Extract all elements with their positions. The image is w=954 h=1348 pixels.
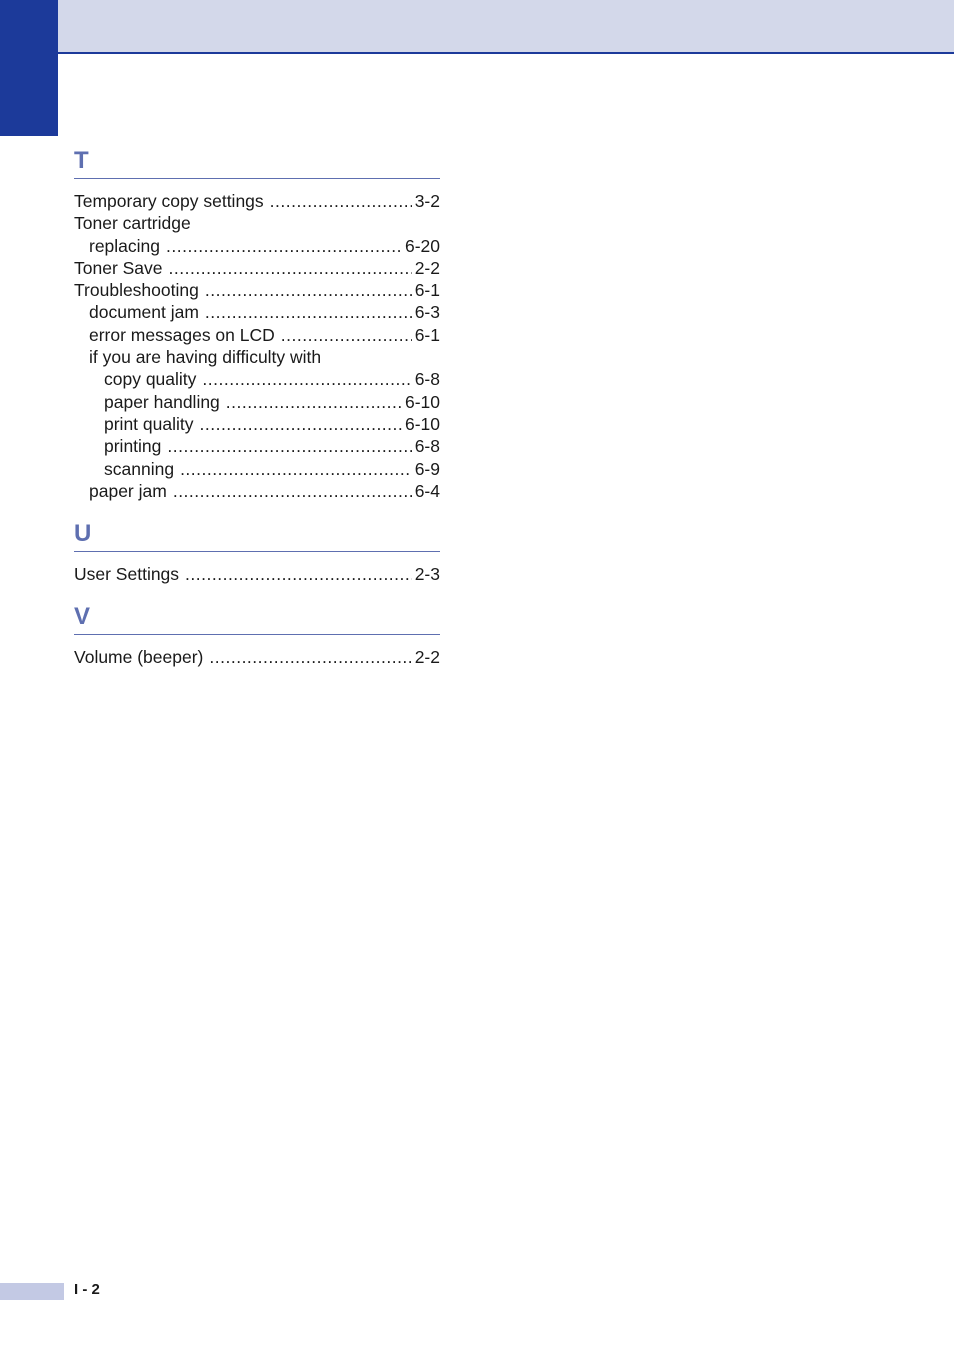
dot-leader: [281, 324, 412, 346]
entry-label: scanning: [104, 458, 175, 479]
dot-leader: [200, 413, 402, 435]
index-entry: [74, 324, 440, 346]
section-letter: T: [74, 143, 440, 179]
dot-leader: [169, 257, 412, 279]
index-column: [74, 143, 440, 683]
entry-label: paper handling: [104, 391, 220, 412]
entry-label: copy quality: [104, 369, 197, 390]
entry-label: Volume (beeper): [74, 647, 204, 668]
index-entry: [74, 368, 440, 390]
entry-label: replacing: [89, 235, 161, 256]
section-letter: V: [74, 599, 440, 635]
dot-leader: [185, 563, 412, 585]
entry-page-ref: 3-2: [414, 191, 440, 211]
dot-leader: [202, 368, 411, 390]
entry-page-ref: 2-2: [414, 647, 440, 668]
entry-page-ref: 6-1: [414, 324, 440, 345]
corner-color-block: [0, 0, 58, 136]
index-entry: [74, 435, 440, 457]
index-entry: [74, 235, 440, 257]
entry-label: if you are having difficulty with: [89, 347, 322, 368]
entry-label: print quality: [104, 413, 194, 434]
index-section-v: [74, 599, 440, 668]
entry-page-ref: 6-10: [404, 413, 440, 434]
entry-page-ref: 6-20: [404, 235, 440, 256]
dot-leader: [180, 458, 412, 480]
entry-page-ref: 6-8: [414, 369, 440, 390]
page-number: I - 2: [74, 1281, 100, 1298]
entry-label: error messages on LCD: [89, 324, 275, 345]
index-section-u: [74, 516, 440, 585]
entry-label: Toner cartridge: [74, 213, 191, 234]
dot-leader: [205, 279, 412, 301]
index-entry: [74, 413, 440, 435]
entry-label: Toner Save: [74, 257, 163, 278]
header-band: [58, 0, 954, 54]
index-entry: [74, 563, 440, 585]
index-entry: [74, 458, 440, 480]
dot-leader: [270, 190, 412, 212]
index-entry: [74, 646, 440, 668]
dot-leader: [166, 235, 402, 257]
entry-page-ref: 6-3: [414, 302, 440, 323]
dot-leader: [209, 646, 411, 668]
index-section-t: [74, 143, 440, 502]
entry-label: paper jam: [89, 480, 167, 501]
footer-bar: [0, 1283, 64, 1300]
entry-page-ref: 6-1: [414, 280, 440, 301]
section-letter: U: [74, 516, 440, 552]
index-entry: [74, 190, 440, 212]
entry-page-ref: 6-8: [414, 436, 440, 457]
index-entry: [74, 301, 440, 323]
index-entry: [74, 257, 440, 279]
index-entry: [74, 480, 440, 502]
index-entry: [74, 391, 440, 413]
dot-leader: [173, 480, 412, 502]
index-entry: [74, 279, 440, 301]
index-entry: [74, 212, 440, 234]
entry-page-ref: 6-4: [414, 480, 440, 501]
entry-page-ref: 6-9: [414, 458, 440, 479]
dot-leader: [205, 301, 412, 323]
entry-page-ref: 2-2: [414, 257, 440, 278]
entry-label: document jam: [89, 302, 199, 323]
entry-label: printing: [104, 436, 162, 457]
entry-label: Temporary copy settings: [74, 191, 264, 211]
entry-page-ref: 6-10: [404, 391, 440, 412]
entry-page-ref: 2-3: [414, 564, 440, 585]
entry-label: User Settings: [74, 564, 180, 585]
index-entry: [74, 346, 440, 368]
dot-leader: [226, 391, 402, 413]
entry-label: Troubleshooting: [74, 280, 199, 301]
dot-leader: [167, 435, 411, 457]
